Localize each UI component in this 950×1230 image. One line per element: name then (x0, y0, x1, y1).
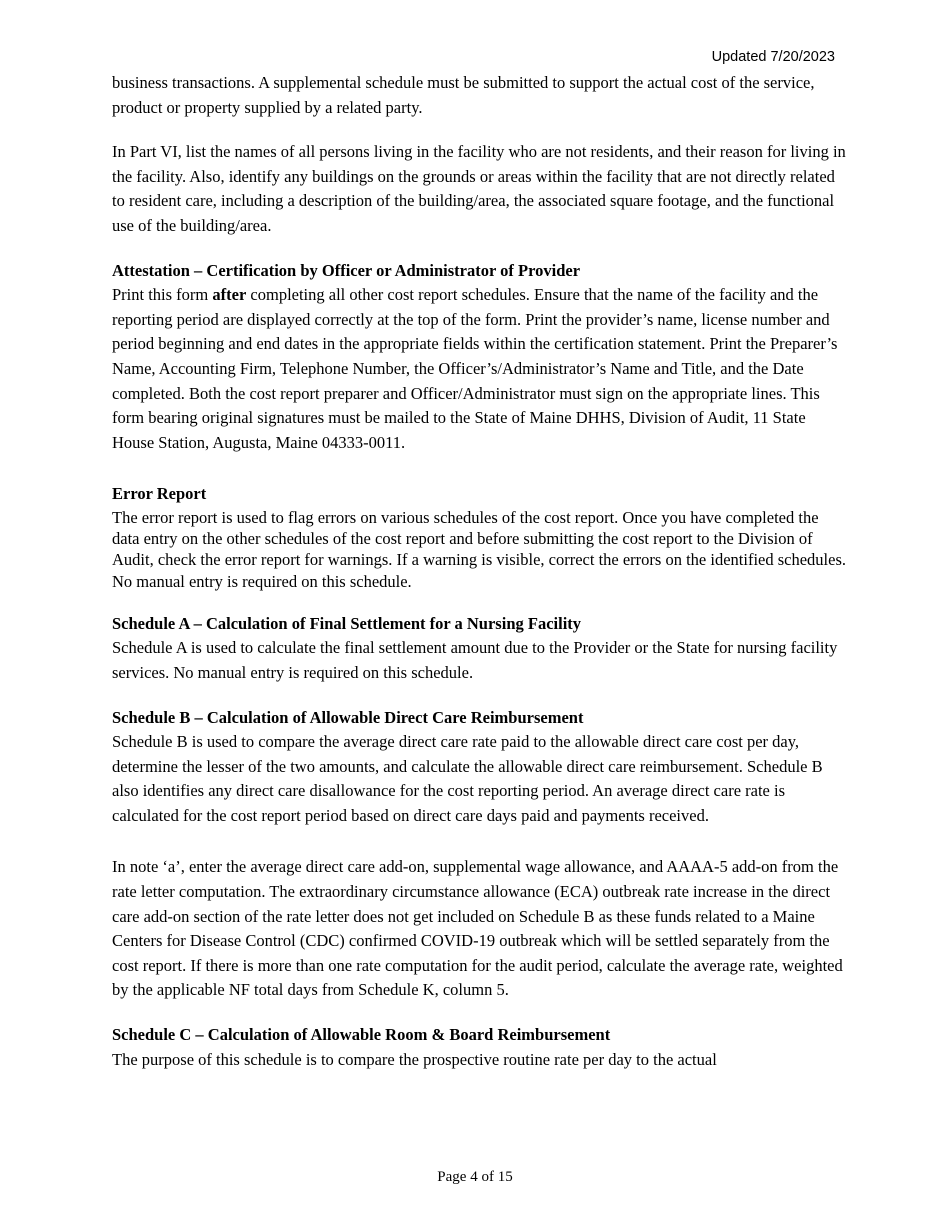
attestation-text-bold: after (212, 285, 247, 305)
schedule-b-note-paragraph: In note ‘a’, enter the average direct care add-on, supplemental wage allowance, and AAAA-5 add-on from the rate letter computation. The extraordinary circumstance allowance (ECA) outbreak rate increase in the direct care add-on section of the rate letter does not get included on Schedule B as these funds related to a Maine Centers for Disease Control (CDC) confirmed COVID-19 outbreak which will be settled separately from the cost report. If there is more than one rate computation for the audit period, calculate the average rate, weighted by the applicable NF total days from Schedule K, column 5. (112, 857, 843, 1000)
schedule-b-heading: Schedule B – Calculation of Allowable Direct Care Reimbursement (112, 707, 584, 727)
schedule-a-heading: Schedule A – Calculation of Final Settlement for a Nursing Facility (112, 613, 582, 633)
attestation-text-after: completing all other cost report schedules. Ensure that the name of the facility and the reporting period are displayed correctly at the top of the form. Print the provider’s name, license number and period beginning and end dates in the appropriate fields within the certification statement. Print the Preparer’s Name, Accounting Firm, Telephone Number, the Officer’s/Administrator’s Name and Title, and the Date completed. Both the cost report preparer and Officer/Administrator must sign on the appropriate lines. This form bearing original signatures must be mailed to the State of Maine DHHS, Division of Audit, 11 State House Station, Augusta, Maine 04333-0011. (112, 285, 838, 452)
schedule-a-paragraph: Schedule A is used to calculate the final settlement amount due to the Provider or the State for nursing facility services. No manual entry is required on this schedule. (112, 638, 838, 682)
attestation-heading: Attestation – Certification by Officer or Administrator of Provider (112, 260, 581, 280)
page-number: Page 4 of 15 (437, 1169, 513, 1185)
schedule-b-paragraph: Schedule B is used to compare the average direct care rate paid to the allowable direct care cost per day, determine the lesser of the two amounts, and calculate the allowable direct care reimbursement. Schedule B also identifies any direct care disallowance for the cost reporting period. An average direct care rate is calculated for the cost report period based on direct care days paid and payments received. (112, 732, 823, 825)
part-vi-paragraph: In Part VI, list the names of all persons living in the facility who are not residents, and their reason for living in the facility. Also, identify any buildings on the grounds or areas within the facility that are not directly related to resident care, including a description of the building/area, the associated square footage, and the functional use of the building/area. (112, 142, 846, 235)
attestation-text-before: Print this form (112, 285, 213, 305)
error-report-heading: Error Report (112, 484, 207, 504)
error-report-paragraph: The error report is used to flag errors on various schedules of the cost report. Once you have completed the data entry on the other schedules of the cost report and before submitting the cost report to the Division of Audit, check the error report for warnings. If a warning is visible, correct the errors on the identified schedules. No manual entry is required on this schedule. (112, 507, 846, 591)
document-body (112, 71, 847, 1072)
attestation-paragraph (112, 283, 847, 455)
updated-date: Updated 7/20/2023 (711, 49, 835, 65)
schedule-c-heading: Schedule C – Calculation of Allowable Room & Board Reimbursement (112, 1025, 611, 1045)
related-party-paragraph: business transactions. A supplemental schedule must be submitted to support the actual cost of the service, product or property supplied by a related party. (112, 73, 815, 117)
schedule-c-paragraph: The purpose of this schedule is to compare the prospective routine rate per day to the actual (112, 1049, 717, 1069)
